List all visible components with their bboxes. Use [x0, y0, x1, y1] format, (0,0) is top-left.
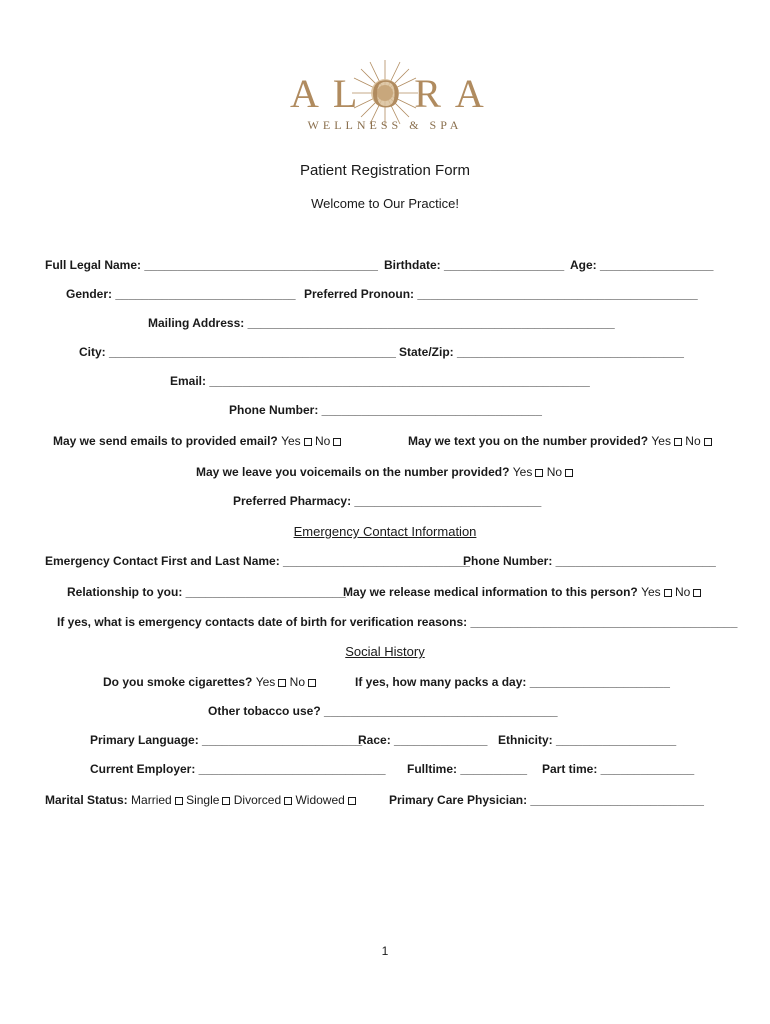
email-yes-label: Yes [281, 434, 301, 448]
release-no-checkbox[interactable] [693, 589, 701, 597]
email-consent-label: May we send emails to provided email? [53, 434, 278, 448]
pharmacy-field[interactable]: Preferred Pharmacy: ____________________________ [233, 494, 542, 508]
married-checkbox[interactable] [175, 797, 183, 805]
release-consent-label: May we release medical information to this person? [343, 585, 638, 599]
state-zip-field[interactable]: State/Zip: __________________________________ [399, 345, 684, 359]
smoke-no-checkbox[interactable] [308, 679, 316, 687]
ethnicity-field[interactable]: Ethnicity: __________________ [498, 733, 677, 747]
email-yes-checkbox[interactable] [304, 438, 312, 446]
logo-name: ALORA [290, 71, 498, 116]
single-checkbox[interactable] [222, 797, 230, 805]
release-yes-label: Yes [641, 585, 661, 599]
voicemail-yes-label: Yes [512, 465, 533, 479]
email-no-label: No [315, 434, 331, 448]
text-yes-checkbox[interactable] [674, 438, 682, 446]
emergency-contact-name-field[interactable]: Emergency Contact First and Last Name: ____________________________ [45, 554, 470, 568]
married-label: Married [131, 793, 172, 807]
release-no-label: No [675, 585, 691, 599]
voicemail-yes-checkbox[interactable] [535, 469, 543, 477]
text-no-checkbox[interactable] [704, 438, 712, 446]
release-yes-checkbox[interactable] [664, 589, 672, 597]
divorced-checkbox[interactable] [284, 797, 292, 805]
page-number: 1 [381, 944, 389, 958]
pronoun-field[interactable]: Preferred Pronoun: __________________________________________ [304, 287, 698, 301]
primary-language-field[interactable]: Primary Language: ________________________ [90, 733, 363, 747]
email-field[interactable]: Email: _________________________________________________________ [170, 374, 590, 388]
social-history-heading: Social History [345, 644, 425, 659]
email-consent-question [53, 434, 341, 448]
voicemail-no-label: No [546, 465, 563, 479]
emergency-contact-heading: Emergency Contact Information [293, 524, 477, 539]
voicemail-no-checkbox[interactable] [565, 469, 573, 477]
phone-field[interactable]: Phone Number: _________________________________ [229, 403, 542, 417]
text-no-label: No [685, 434, 701, 448]
relationship-field[interactable]: Relationship to you: ________________________ [67, 585, 346, 599]
email-no-checkbox[interactable] [333, 438, 341, 446]
single-label: Single [186, 793, 220, 807]
text-consent-label: May we text you on the number provided? [408, 434, 649, 448]
age-field[interactable]: Age: _________________ [570, 258, 714, 272]
divorced-label: Divorced [233, 793, 282, 807]
smoke-question [103, 675, 316, 689]
smoke-yes-checkbox[interactable] [278, 679, 286, 687]
other-tobacco-field[interactable]: Other tobacco use? ___________________________________ [208, 704, 558, 718]
mailing-address-field[interactable]: Mailing Address: _______________________________________________________ [148, 316, 615, 330]
primary-care-physician-field[interactable]: Primary Care Physician: __________________________ [389, 793, 704, 807]
form-title: Patient Registration Form [299, 162, 471, 179]
widowed-label: Widowed [295, 793, 345, 807]
release-consent-question [343, 585, 701, 599]
text-consent-question [408, 434, 712, 448]
marital-status-label: Marital Status: [45, 793, 128, 807]
marital-status-question [45, 793, 356, 807]
logo [290, 58, 498, 138]
emergency-contact-dob-field[interactable]: If yes, what is emergency contacts date of birth for verification reasons: ________________________________________ [57, 615, 738, 629]
packs-per-day-field[interactable]: If yes, how many packs a day: _____________________ [355, 675, 670, 689]
birthdate-field[interactable]: Birthdate: __________________ [384, 258, 565, 272]
emergency-contact-phone-field[interactable]: Phone Number: ________________________ [463, 554, 716, 568]
city-field[interactable]: City: ___________________________________________ [79, 345, 396, 359]
voicemail-consent-question [196, 465, 573, 479]
widowed-checkbox[interactable] [348, 797, 356, 805]
smoke-yes-label: Yes [255, 675, 276, 689]
parttime-field[interactable]: Part time: ______________ [542, 762, 695, 776]
race-field[interactable]: Race: ______________ [358, 733, 488, 747]
text-yes-label: Yes [651, 434, 671, 448]
full-name-field[interactable]: Full Legal Name: ___________________________________ [45, 258, 378, 272]
smoke-no-label: No [289, 675, 305, 689]
smoke-label: Do you smoke cigarettes? [103, 675, 253, 689]
current-employer-field[interactable]: Current Employer: ____________________________ [90, 762, 386, 776]
voicemail-consent-label: May we leave you voicemails on the number provided? [196, 465, 510, 479]
gender-field[interactable]: Gender: ___________________________ [66, 287, 296, 301]
form-subtitle: Welcome to Our Practice! [311, 196, 459, 211]
logo-subtitle: WELLNESS & SPA [307, 118, 463, 132]
fulltime-field[interactable]: Fulltime: __________ [407, 762, 528, 776]
